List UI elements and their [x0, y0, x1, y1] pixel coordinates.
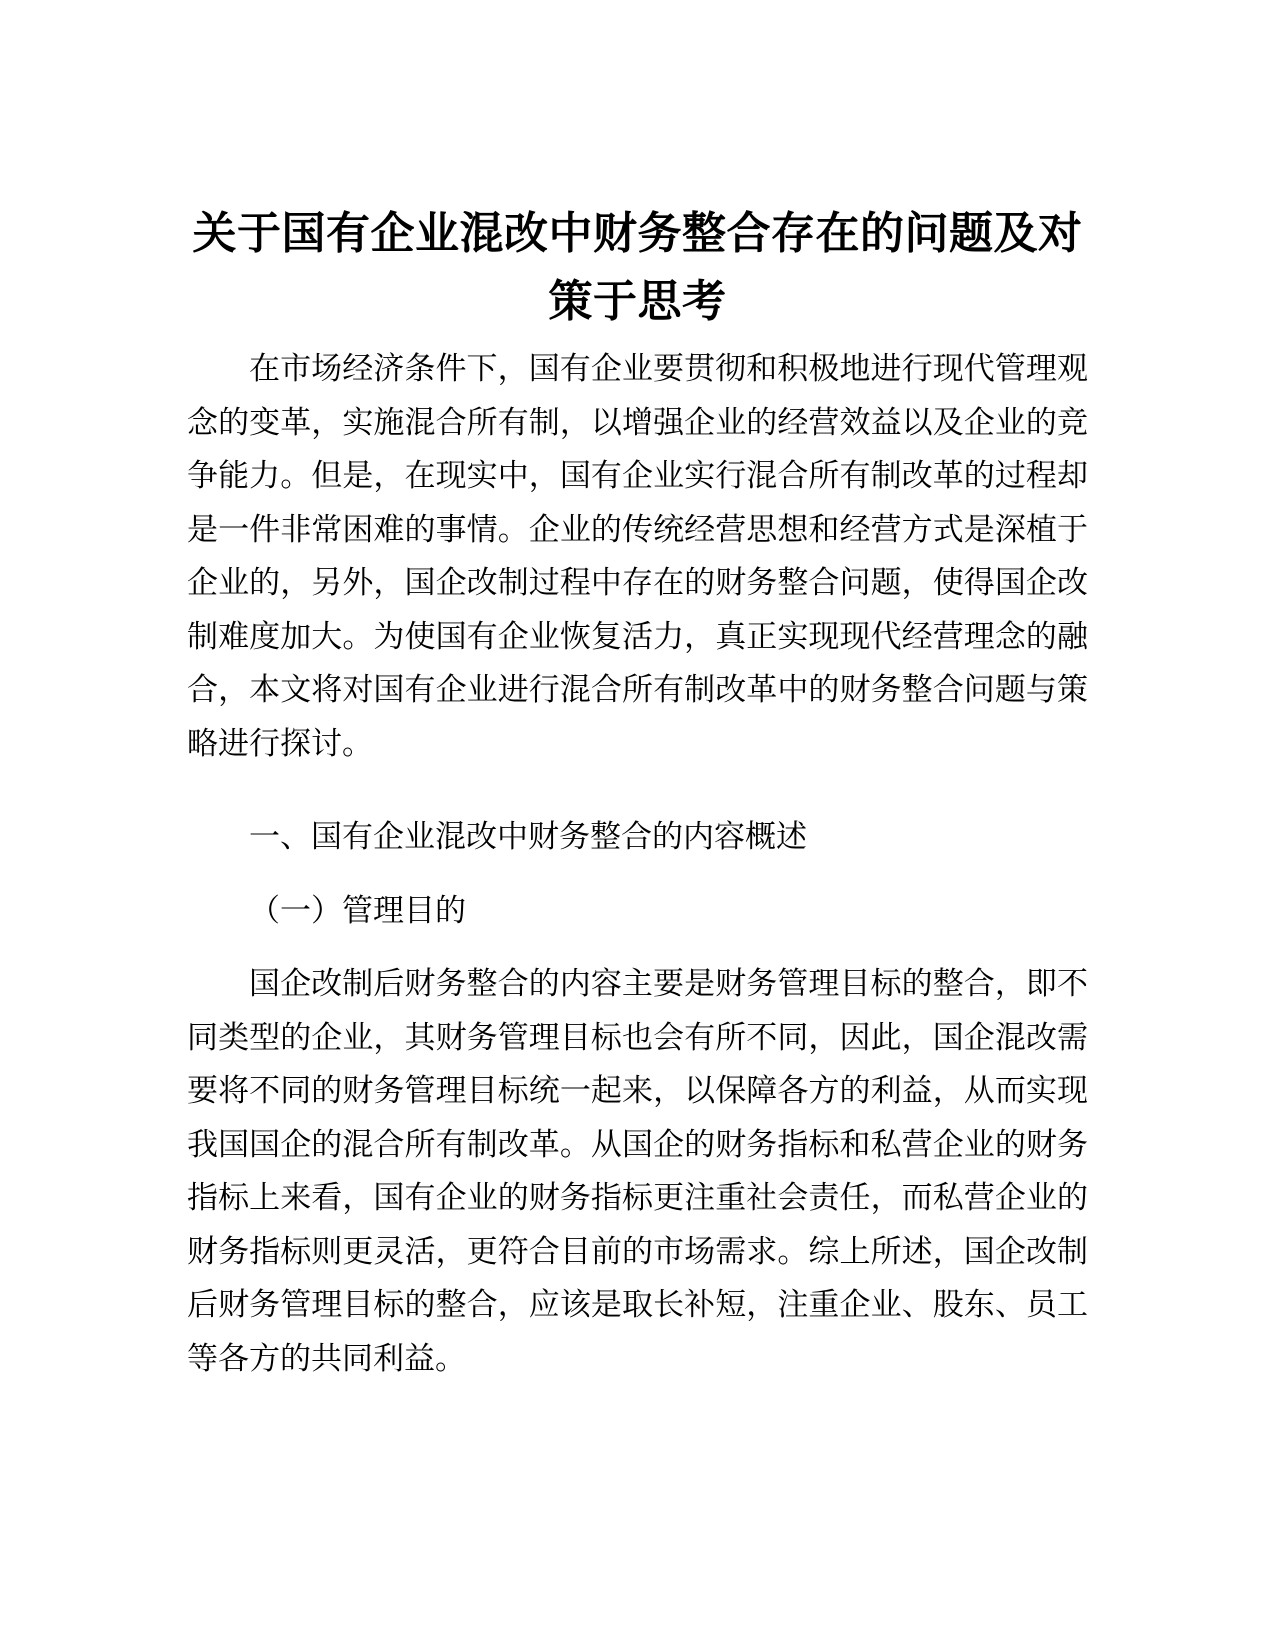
- document-title: 关于国有企业混改中财务整合存在的问题及对策于思考: [192, 209, 1083, 326]
- paragraph-intro: 在市场经济条件下，国有企业要贯彻和积极地进行现代管理观念的变革，实施混合所有制，以增强企业的经营效益以及企业的竞争能力。但是，在现实中，国有企业实行混合所有制改革的过程却是一件非常困难的事情。企业的传统经营思想和经营方式是深植于企业的，另外，国企改制过程中存在的财务整合问题，使得国企改制难度加大。为使国有企业恢复活力，真正实现现代经营理念的融合，本文将对国有企业进行混合所有制改革中的财务整合问题与策略进行探讨。: [187, 351, 1088, 761]
- paragraph-management-purpose: 国企改制后财务整合的内容主要是财务管理目标的整合，即不同类型的企业，其财务管理目标也会有所不同，因此，国企混改需要将不同的财务管理目标统一起来，以保障各方的利益，从而实现我国国企的混合所有制改革。从国企的财务指标和私营企业的财务指标上来看，国有企业的财务指标更注重社会责任，而私营企业的财务指标则更灵活，更符合目前的市场需求。综上所述，国企改制后财务管理目标的整合，应该是取长补短，注重企业、股东、员工等各方的共同利益。: [187, 966, 1088, 1376]
- subsection-heading: （一）管理目的: [249, 892, 466, 928]
- section-heading: 一、国有企业混改中财务整合的内容概述: [249, 819, 807, 854]
